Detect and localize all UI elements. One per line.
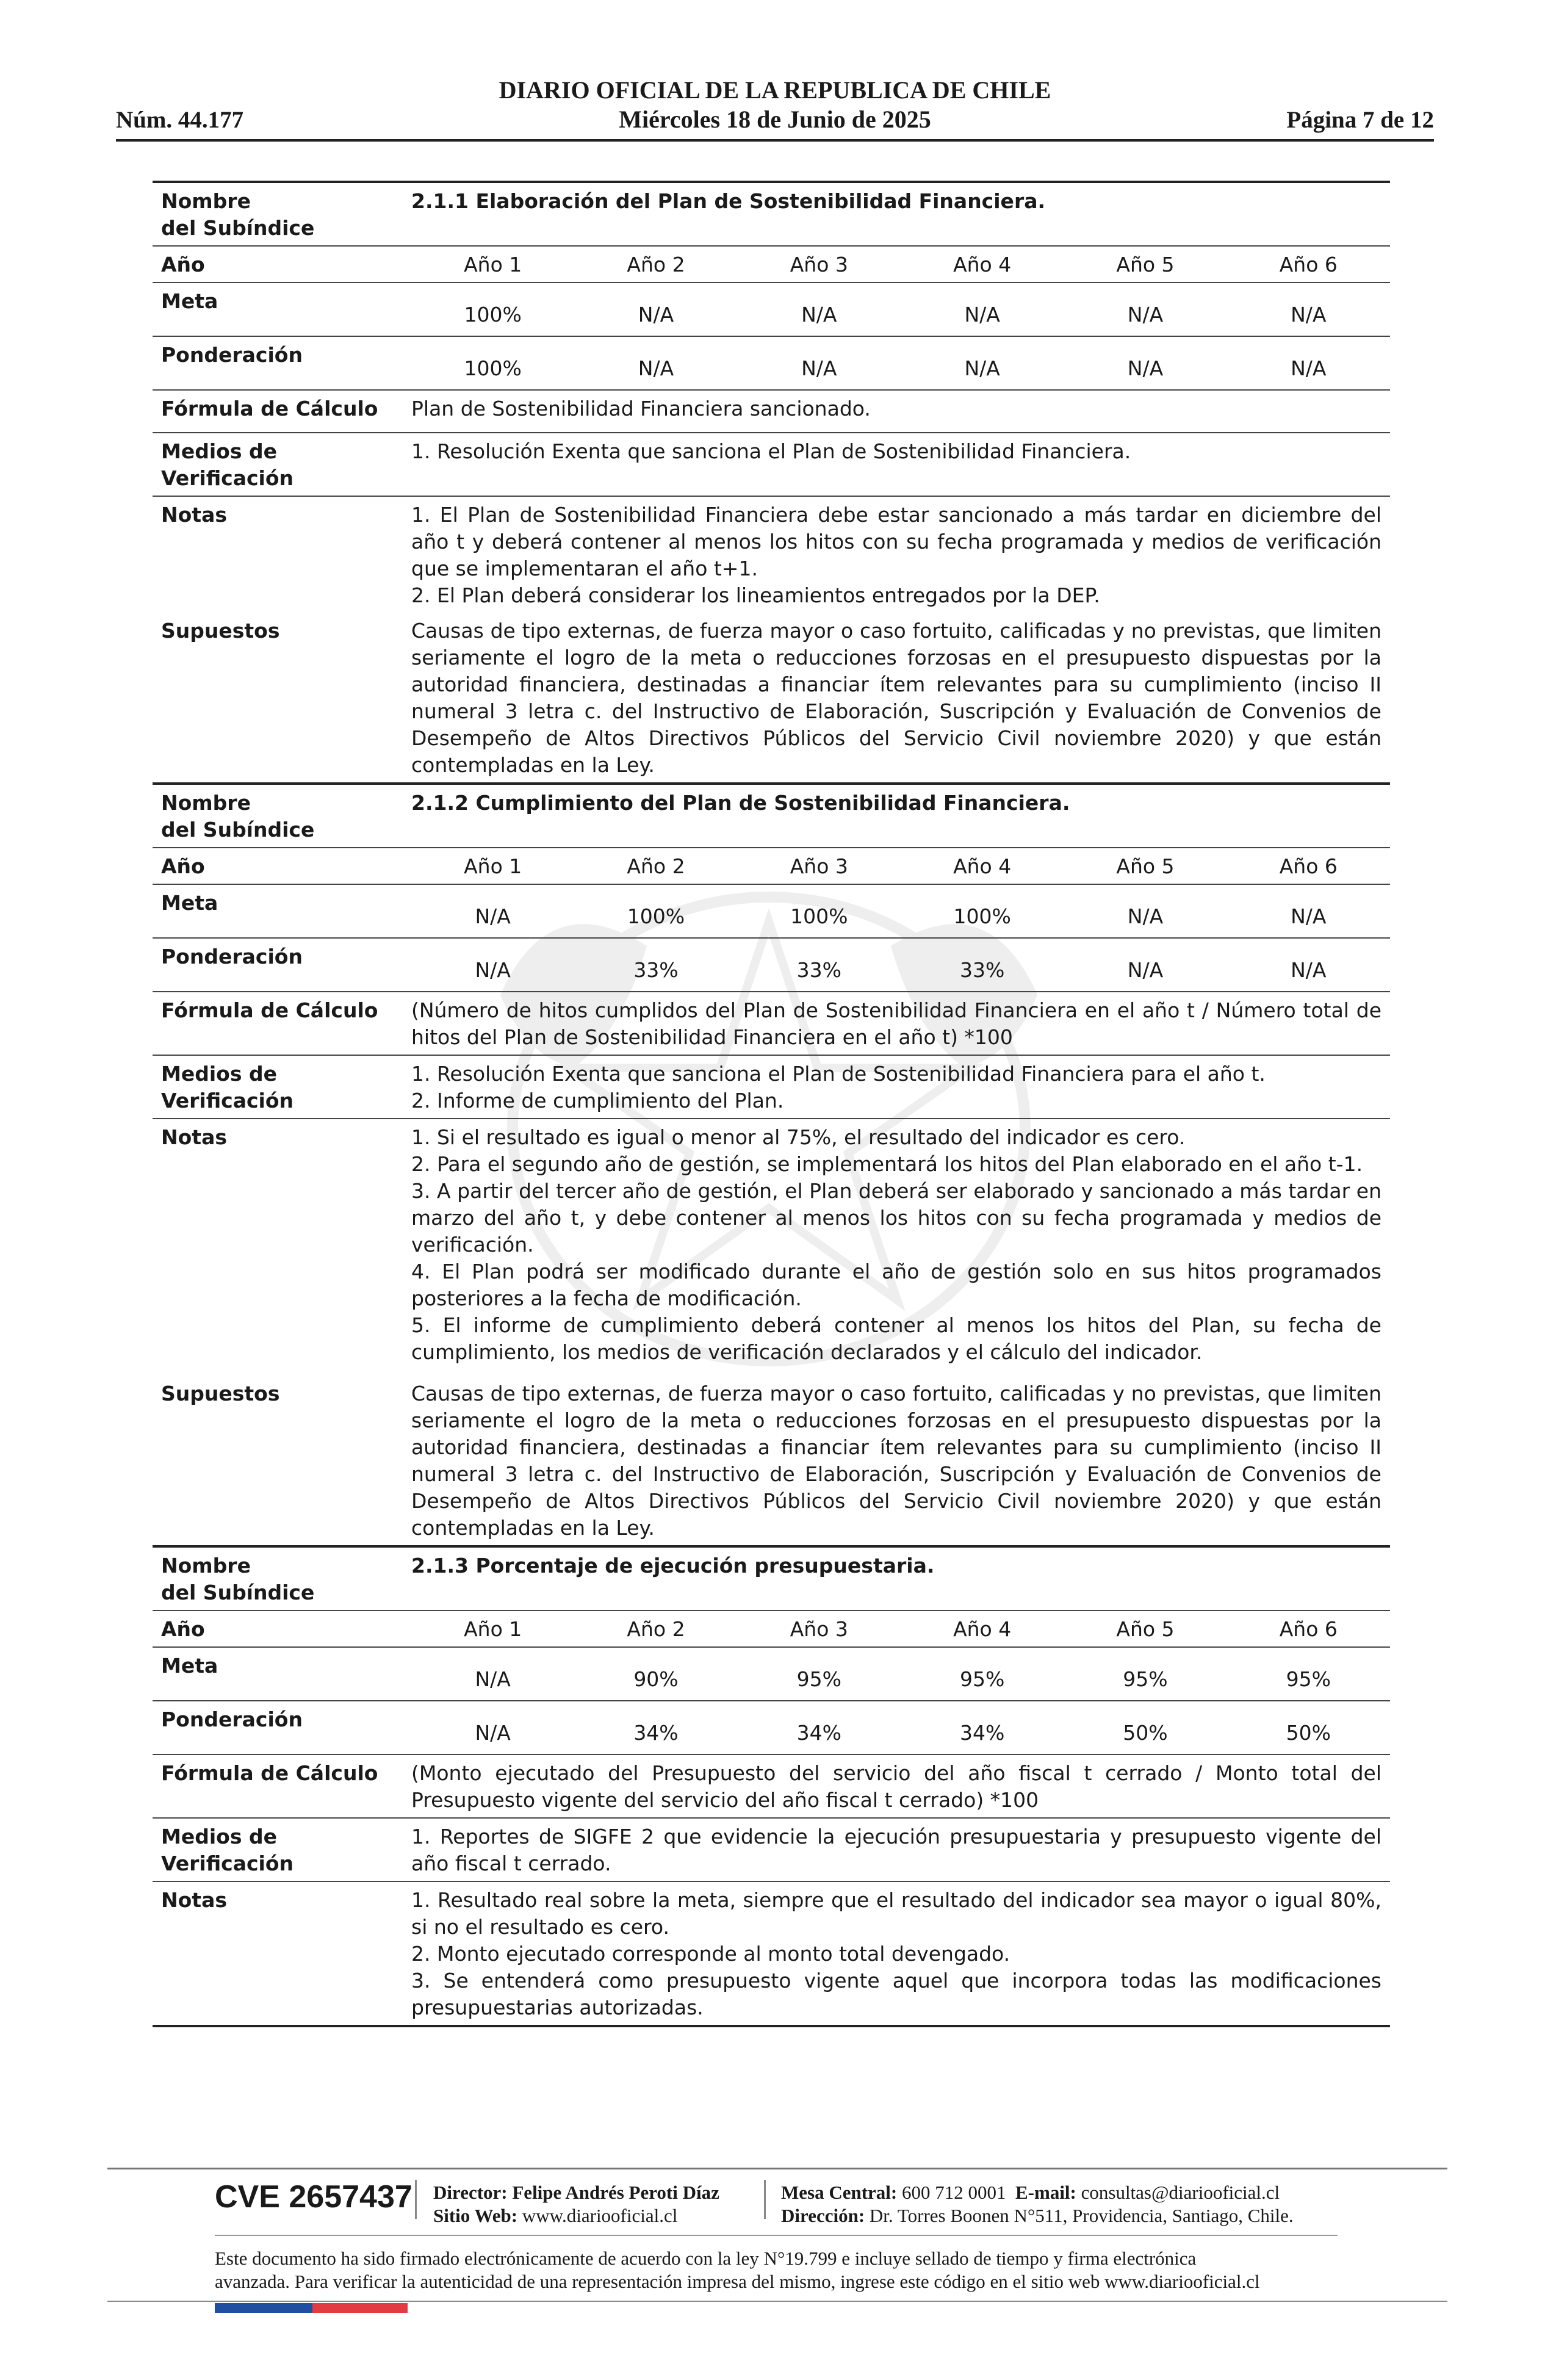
weight-cell: N/A xyxy=(801,356,837,380)
goal-cell: 95% xyxy=(1123,1667,1168,1691)
year-label: Año xyxy=(161,1617,205,1641)
goal-cell: N/A xyxy=(1291,303,1327,326)
weight-row xyxy=(153,937,1390,991)
year-cell: Año 5 xyxy=(1116,253,1175,276)
address: Dr. Torres Boonen N°511, Providencia, Santiago, Chile. xyxy=(869,2205,1294,2226)
newspaper-title: DIARIO OFICIAL DE LA REPUBLICA DE CHILE xyxy=(499,76,1051,104)
page-header xyxy=(116,73,1434,146)
flag-bar-red xyxy=(312,2303,408,2313)
year-cell: Año 6 xyxy=(1279,253,1338,276)
notes-text: 1. El Plan de Sostenibilidad Financiera debe estar sancionado a más tardar en diciembre del año t y deberá contener al menos los hitos con su fecha programada y medios de verificación que se implementaran el año t+1. 2. El Plan deberá considerar los lineamientos entregados por la DEP. xyxy=(411,503,1381,607)
subindex-name: 2.1.1 Elaboración del Plan de Sostenibilidad Financiera. xyxy=(411,189,1046,213)
goal-label: Meta xyxy=(161,1654,218,1678)
goal-cell: N/A xyxy=(638,303,674,326)
assumptions-label: Supuestos xyxy=(161,1382,280,1405)
weight-cell: N/A xyxy=(1291,356,1327,380)
notes-label: Notas xyxy=(161,1125,227,1149)
goal-values xyxy=(411,885,1390,937)
goal-row xyxy=(153,884,1390,937)
goal-cell: 95% xyxy=(796,1667,841,1691)
director-name: Felipe Andrés Peroti Díaz xyxy=(512,2182,719,2203)
notes-text: 1. Si el resultado es igual o menor al 75%, el resultado del indicador es cero. 2. Para el segundo año de gestión, se implementará los hitos del Plan elaborado en el año t-1. 3. A partir del tercer año de gestión, el Plan deberá ser elaborado y sancionado a más tardar en marzo del año t, y debe contener al menos los hitos con su fecha programada y medios de verificación. 4. El Plan podrá ser modificado durante el año de gestión solo en sus hitos programados posteriores a la fecha de modificación. 5. El informe de cumplimiento deberá contener al menos los hitos del Plan, su fecha de cumplimiento, los medios de verificación declarados y el cálculo del indicador. xyxy=(411,1125,1381,1364)
assumptions-label: Supuestos xyxy=(161,619,280,643)
verification-row xyxy=(153,1055,1390,1118)
formula-text: (Monto ejecutado del Presupuesto del servicio del año fiscal t cerrado / Monto total del Presupuesto vigente del servicio del año fiscal t cerrado) *100 xyxy=(411,1761,1381,1812)
goal-row xyxy=(153,282,1390,336)
formula-row xyxy=(153,1754,1390,1817)
goal-cell: 100% xyxy=(627,904,685,928)
weight-cell: 34% xyxy=(633,1721,679,1745)
weight-cell: N/A xyxy=(475,1721,511,1745)
weight-values xyxy=(411,1701,1390,1754)
goal-cell: N/A xyxy=(1127,303,1164,326)
year-row xyxy=(153,1610,1390,1646)
year-cell: Año 5 xyxy=(1116,1617,1175,1641)
goal-cell: N/A xyxy=(964,303,1000,326)
year-cell: Año 6 xyxy=(1279,854,1338,878)
footer-divider xyxy=(415,2180,417,2219)
notes-row xyxy=(153,1881,1390,2025)
assumptions-text: Causas de tipo externas, de fuerza mayor o caso fortuito, calificadas y no previstas, que limiten seriamente el logro de la meta o reducciones forzosas en el presupuesto dispuestas por la autoridad financiera, destinadas a financiar ítem relevantes para su cumplimiento (inciso II numeral 3 letra c. del Instructivo de Elaboración, Suscripción y Evaluación de Convenios de Desempeño de Altos Directivos Públicos del Servicio Civil noviembre 2020) y que están contempladas en la Ley. xyxy=(411,1382,1381,1540)
year-values xyxy=(411,247,1390,282)
year-cell: Año 4 xyxy=(953,253,1012,276)
year-row xyxy=(153,847,1390,884)
subindex-block-2 xyxy=(153,782,1390,1545)
year-cell: Año 2 xyxy=(627,854,685,878)
cve-code: CVE 2657437 xyxy=(215,2179,412,2215)
year-cell: Año 3 xyxy=(790,854,848,878)
weight-label: Ponderación xyxy=(161,945,303,968)
goal-cell: N/A xyxy=(475,904,511,928)
name-row xyxy=(153,1548,1390,1610)
year-cell: Año 1 xyxy=(464,854,522,878)
weight-cell: N/A xyxy=(638,356,674,380)
weight-label: Ponderación xyxy=(161,1707,303,1731)
goal-cell: N/A xyxy=(1127,904,1164,928)
goal-values xyxy=(411,283,1390,336)
page-number: Página 7 de 12 xyxy=(1286,107,1434,133)
notes-label: Notas xyxy=(161,1888,227,1912)
notes-label: Notas xyxy=(161,503,227,527)
verification-text: 1. Reportes de SIGFE 2 que evidencie la ejecución presupuestaria y presupuesto vigente del año fiscal t cerrado. xyxy=(411,1825,1381,1875)
notes-text: 1. Resultado real sobre la meta, siempre que el resultado del indicador sea mayor o igual 80%, si no el resultado es cero. 2. Monto ejecutado corresponde al monto total devengado. 3. Se entenderá como presupuesto vigente aquel que incorpora todas las modificaciones presupuestarias autorizadas. xyxy=(411,1888,1381,2019)
indicator-tables xyxy=(153,181,1390,2027)
name-row xyxy=(153,183,1390,245)
subindex-block-1 xyxy=(153,181,1390,782)
footer-bottom-rule xyxy=(107,2301,1447,2302)
goal-row xyxy=(153,1646,1390,1700)
goal-cell: 100% xyxy=(953,904,1011,928)
formula-row xyxy=(153,991,1390,1055)
masthead xyxy=(116,76,1434,134)
formula-row xyxy=(153,389,1390,432)
notes-row xyxy=(153,496,1390,613)
verification-label: Medios de Verificación xyxy=(161,439,294,490)
year-label: Año xyxy=(161,854,205,878)
website-link[interactable]: www.diariooficial.cl xyxy=(522,2205,678,2226)
weight-cell: 33% xyxy=(959,958,1005,982)
footer-mid-rule xyxy=(215,2235,1338,2236)
formula-text: Plan de Sostenibilidad Financiera sancionado. xyxy=(411,397,871,420)
formula-text: (Número de hitos cumplidos del Plan de Sostenibilidad Financiera en el año t / Número total de hitos del Plan de Sostenibilidad Financiera en el año t) *100 xyxy=(411,998,1381,1049)
footer-divider xyxy=(764,2180,766,2219)
phone-number: 600 712 0001 xyxy=(902,2182,1006,2203)
footer-top-rule xyxy=(107,2168,1447,2169)
flag-bar-blue xyxy=(215,2303,312,2313)
goal-cell: 90% xyxy=(633,1667,679,1691)
weight-cell: 33% xyxy=(633,958,679,982)
goal-label: Meta xyxy=(161,289,218,313)
formula-label: Fórmula de Cálculo xyxy=(161,998,378,1022)
weight-cell: 50% xyxy=(1123,1721,1168,1745)
year-cell: Año 1 xyxy=(464,1617,522,1641)
weight-label: Ponderación xyxy=(161,343,303,367)
weight-row xyxy=(153,1700,1390,1754)
formula-label: Fórmula de Cálculo xyxy=(161,1761,378,1785)
goal-cell: N/A xyxy=(1291,904,1327,928)
year-row xyxy=(153,245,1390,282)
header-rule xyxy=(116,139,1434,142)
email-link[interactable]: consultas@diariooficial.cl xyxy=(1081,2182,1280,2203)
weight-row xyxy=(153,336,1390,389)
formula-label: Fórmula de Cálculo xyxy=(161,397,378,420)
legal-notice: Este documento ha sido firmado electrónicamente de acuerdo con la ley N°19.799 e incluye sellado de tiempo y firma electrónica avanzada. Para verificar la autenticidad de una representación impresa del mismo, ingrese este código en el sitio web www.diariooficial.cl xyxy=(215,2248,1260,2292)
footer-director-block: Director: Felipe Andrés Peroti Díaz Sitio Web: www.diariooficial.cl xyxy=(433,2182,719,2226)
year-values xyxy=(411,848,1390,884)
name-label: Nombre del Subíndice xyxy=(161,791,315,842)
year-cell: Año 3 xyxy=(790,1617,848,1641)
verification-label: Medios de Verificación xyxy=(161,1062,294,1112)
weight-cell: N/A xyxy=(964,356,1000,380)
subindex-name: 2.1.2 Cumplimiento del Plan de Sostenibilidad Financiera. xyxy=(411,791,1070,815)
verification-text: 1. Resolución Exenta que sanciona el Plan de Sostenibilidad Financiera para el año t. 2. Informe de cumplimiento del Plan. xyxy=(411,1062,1266,1112)
goal-cell: 95% xyxy=(959,1667,1005,1691)
verification-row xyxy=(153,432,1390,496)
goal-cell: 100% xyxy=(464,303,522,326)
year-cell: Año 2 xyxy=(627,253,685,276)
subindex-name: 2.1.3 Porcentaje de ejecución presupuestaria. xyxy=(411,1554,935,1578)
goal-cell: 95% xyxy=(1286,1667,1331,1691)
name-label: Nombre del Subíndice xyxy=(161,189,315,240)
goal-label: Meta xyxy=(161,891,218,915)
year-cell: Año 5 xyxy=(1116,854,1175,878)
name-label: Nombre del Subíndice xyxy=(161,1554,315,1604)
weight-cell: 33% xyxy=(796,958,841,982)
assumptions-row xyxy=(153,1376,1390,1545)
year-cell: Año 3 xyxy=(790,253,848,276)
weight-cell: N/A xyxy=(1127,356,1164,380)
subindex-block-3 xyxy=(153,1545,1390,2027)
weight-values xyxy=(411,337,1390,389)
name-row xyxy=(153,785,1390,847)
notes-row xyxy=(153,1118,1390,1376)
goal-values xyxy=(411,1648,1390,1700)
weight-cell: N/A xyxy=(1291,958,1327,982)
assumptions-text: Causas de tipo externas, de fuerza mayor o caso fortuito, calificadas y no previstas, que limiten seriamente el logro de la meta o reducciones forzosas en el presupuesto dispuestas por la autoridad financiera, destinadas a financiar ítem relevantes para su cumplimiento (inciso II numeral 3 letra c. del Instructivo de Elaboración, Suscripción y Evaluación de Convenios de Desempeño de Altos Directivos Públicos del Servicio Civil noviembre 2020) y que están contempladas en la Ley. xyxy=(411,619,1381,777)
weight-cell: 100% xyxy=(464,356,522,380)
year-cell: Año 4 xyxy=(953,1617,1012,1641)
verification-label: Medios de Verificación xyxy=(161,1825,294,1875)
goal-cell: 100% xyxy=(790,904,848,928)
year-cell: Año 1 xyxy=(464,253,522,276)
year-cell: Año 2 xyxy=(627,1617,685,1641)
year-cell: Año 6 xyxy=(1279,1617,1338,1641)
year-label: Año xyxy=(161,253,205,276)
weight-cell: N/A xyxy=(475,958,511,982)
year-values xyxy=(411,1611,1390,1646)
assumptions-row xyxy=(153,613,1390,782)
weight-cell: 50% xyxy=(1286,1721,1331,1745)
weight-cell: 34% xyxy=(959,1721,1005,1745)
verification-text: 1. Resolución Exenta que sanciona el Plan de Sostenibilidad Financiera. xyxy=(411,439,1131,463)
goal-cell: N/A xyxy=(475,1667,511,1691)
weight-values xyxy=(411,939,1390,991)
issue-date: Miércoles 18 de Junio de 2025 xyxy=(619,106,931,133)
footer-contact-block: Mesa Central: 600 712 0001 E-mail: consultas@diariooficial.cl Dirección: Dr. Torres Boonen N°511, Providencia, Santiago, Chile. xyxy=(781,2182,1294,2226)
weight-cell: 34% xyxy=(796,1721,841,1745)
weight-cell: N/A xyxy=(1127,958,1164,982)
goal-cell: N/A xyxy=(801,303,837,326)
verification-row xyxy=(153,1817,1390,1881)
year-cell: Año 4 xyxy=(953,854,1012,878)
issue-number: Núm. 44.177 xyxy=(116,107,244,133)
